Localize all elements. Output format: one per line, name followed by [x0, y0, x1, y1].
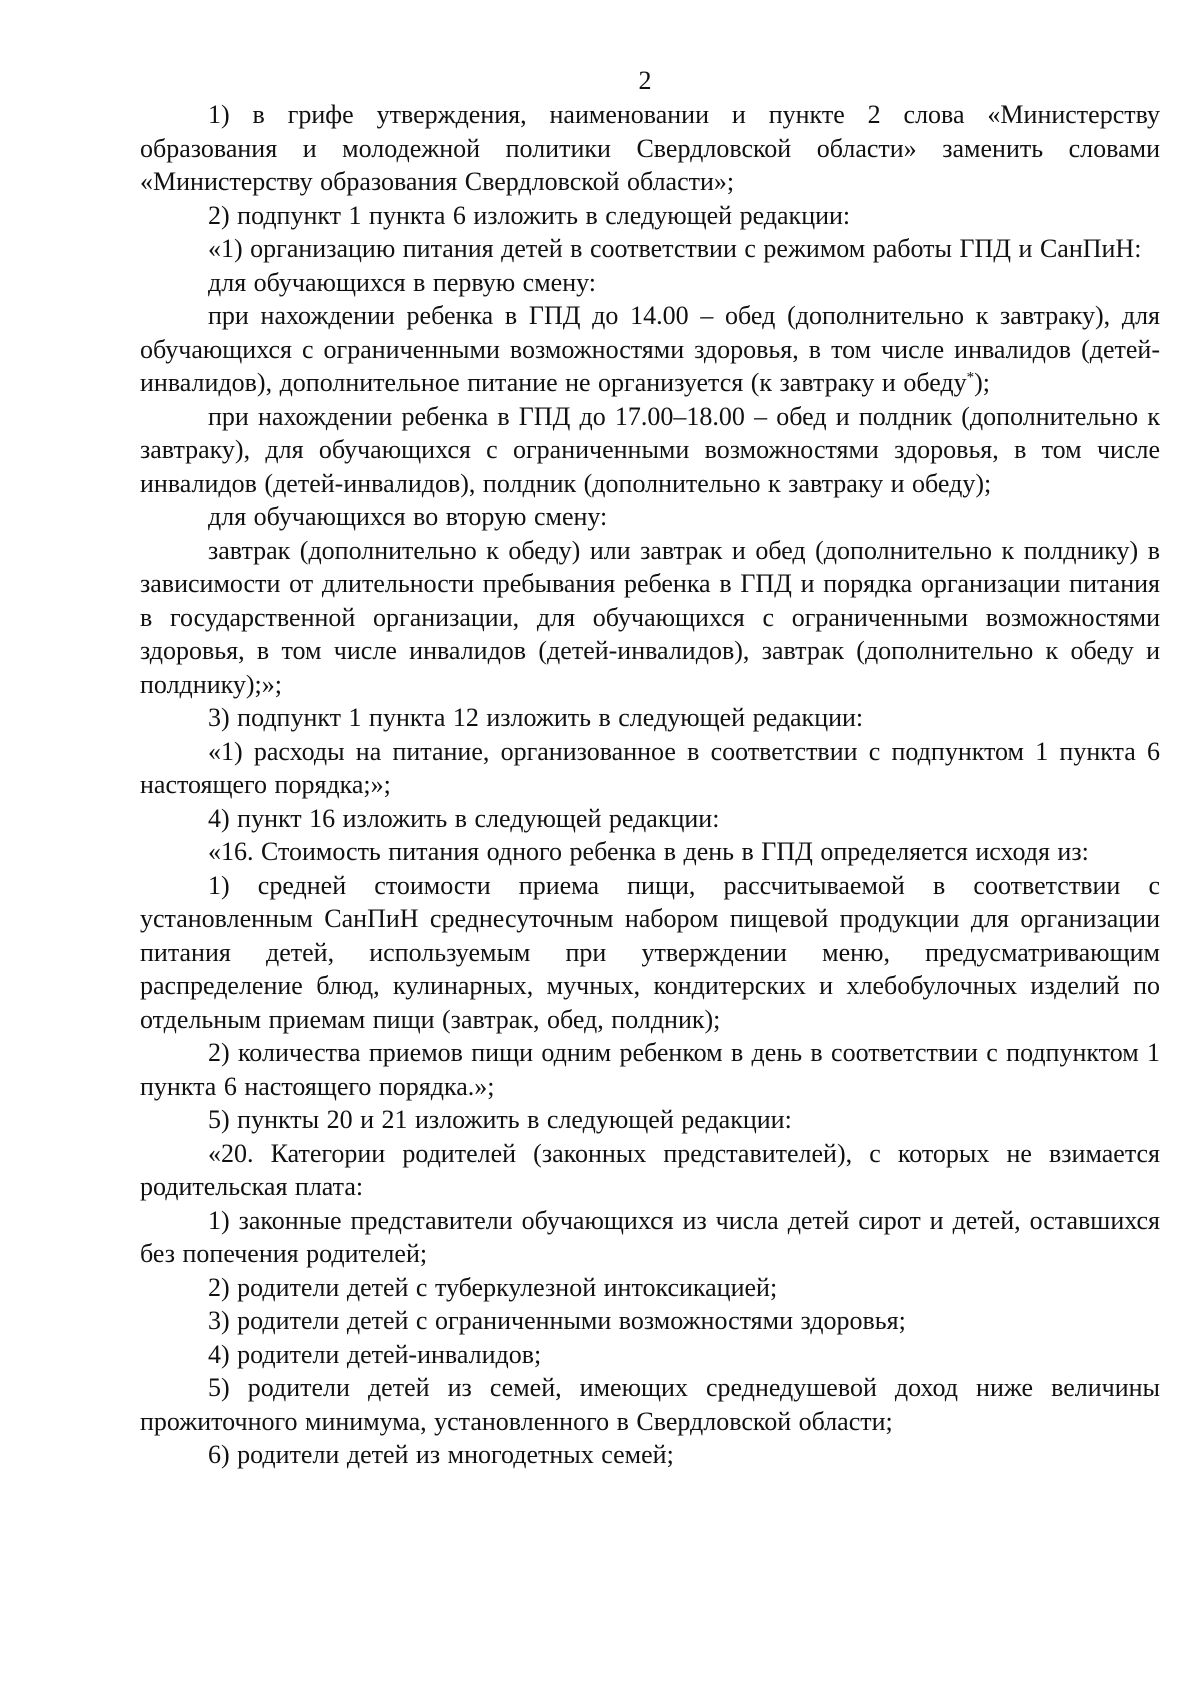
paragraph-19: 3) родители детей с ограниченными возможностями здоровья;: [208, 1306, 906, 1335]
paragraph-22: 6) родители детей из многодетных семей;: [208, 1440, 674, 1469]
paragraph-2: 2) подпункт 1 пункта 6 изложить в следующей редакции:: [208, 200, 851, 230]
paragraph-5: [140, 299, 1160, 400]
paragraph-5-text: при нахождении ребенка в ГПД до 14.00 – обед (дополнительно к завтраку), для обучающихся с ограниченными возможностями здоровья, в том числе инвалидов (детей-инвалидов), дополнительное питание не организуется (к завтраку и обеду: [140, 301, 1160, 397]
page-number: 2: [638, 66, 652, 95]
paragraph-4: для обучающихся в первую смену:: [208, 267, 596, 297]
footnote-marker: *: [966, 369, 975, 386]
paragraph-20: 4) родители детей-инвалидов;: [208, 1339, 542, 1369]
document-body: [140, 98, 1160, 1472]
paragraph-13: 1) средней стоимости приема пищи, рассчитываемой в соответствии с установленным СанПиН среднесуточным набором пищевой продукции для организации питания детей, используемым при утверждении меню, предусматривающим распределение блюд, кулинарных, мучных, кондитерских и хлебобулочных изделий по отдельным приемам пищи (завтрак, обед, полдник);: [140, 870, 1160, 1034]
paragraph-12: «16. Стоимость питания одного ребенка в день в ГПД определяется исходя из:: [208, 837, 1089, 866]
paragraph-11: 4) пункт 16 изложить в следующей редакции:: [208, 803, 720, 833]
paragraph-14: 2) количества приемов пищи одним ребенком в день в соответствии с подпунктом 1 пункта 6 настоящего порядка.»;: [140, 1038, 1160, 1101]
paragraph-1: 1) в грифе утверждения, наименовании и пункте 2 слова «Министерству образования и молодежной политики Свердловской области» заменить словами «Министерству образования Свердловской области»;: [140, 100, 1160, 196]
paragraph-10: «1) расходы на питание, организованное в соответствии с подпунктом 1 пункта 6 настоящего порядка;»;: [140, 736, 1160, 799]
paragraph-21: 5) родители детей из семей, имеющих среднедушевой доход ниже величины прожиточного минимума, установленного в Свердловской области;: [140, 1373, 1160, 1436]
paragraph-7: для обучающихся во вторую смену:: [208, 502, 608, 531]
paragraph-5-suffix: );: [974, 368, 991, 397]
paragraph-6: при нахождении ребенка в ГПД до 17.00–18.00 – обед и полдник (дополнительно к завтраку), для обучающихся с ограниченными возможностями здоровья, в том числе инвалидов (детей-инвалидов), полдник (дополнительно к завтраку и обеду);: [140, 401, 1160, 498]
paragraph-9: 3) подпункт 1 пункта 12 изложить в следующей редакции:: [208, 703, 864, 732]
paragraph-8: завтрак (дополнительно к обеду) или завтрак и обед (дополнительно к полднику) в зависимости от длительности пребывания ребенка в ГПД и порядка организации питания в государственной организации, для обучающихся с ограниченными возможностями здоровья, в том числе инвалидов (детей-инвалидов), завтрак (дополнительно к обеду и полднику);»;: [140, 535, 1160, 699]
paragraph-18: 2) родители детей с туберкулезной интоксикацией;: [208, 1272, 778, 1302]
paragraph-16: «20. Категории родителей (законных представителей), с которых не взимается родительская плата:: [140, 1138, 1160, 1201]
paragraph-15: 5) пункты 20 и 21 изложить в следующей редакции:: [208, 1105, 792, 1134]
paragraph-17: 1) законные представители обучающихся из числа детей сирот и детей, оставшихся без попечения родителей;: [140, 1205, 1160, 1268]
paragraph-3: «1) организацию питания детей в соответствии с режимом работы ГПД и СанПиН:: [208, 234, 1142, 263]
